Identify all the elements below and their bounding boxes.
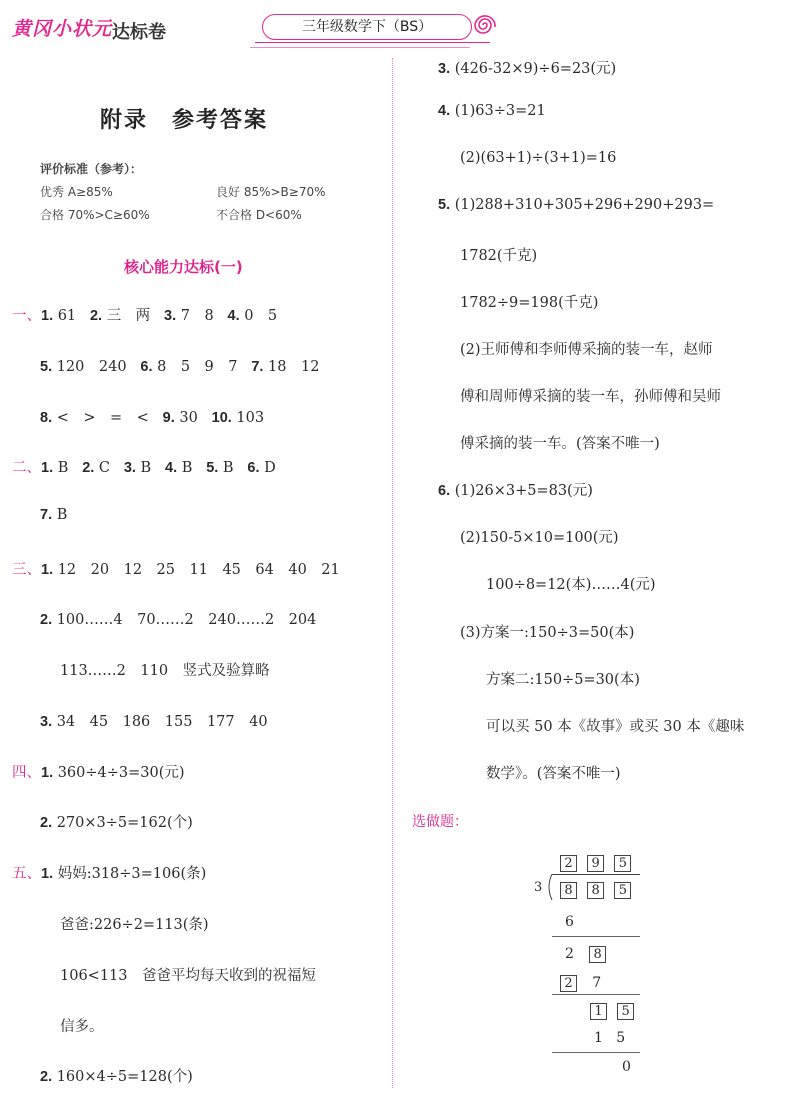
brand-logo: 黄冈小状元 xyxy=(12,18,113,40)
answer-line: 7. B xyxy=(40,507,68,523)
answer-line: (3)方案一:150÷3=50(本) xyxy=(460,625,635,641)
answer-line: 傅和周师傅采摘的装一车，孙师傅和吴师 xyxy=(460,389,721,405)
answer-line: 1782÷9=198(千克) xyxy=(460,295,599,311)
answer-line: 5. 120 240 6. 8 5 9 7 7. 18 12 xyxy=(40,359,320,375)
part-number: 二、 xyxy=(12,460,41,476)
grade-label: 三年级数学下（BS） xyxy=(262,14,472,40)
answer-line: 三、1. 12 20 12 25 11 45 64 40 21 xyxy=(12,562,340,578)
answer-line: 100÷8=12(本)……4(元) xyxy=(486,577,656,593)
division-step: 1 5 xyxy=(594,1030,626,1046)
page-title: 附录 参考答案 xyxy=(100,108,269,133)
quotient: 2 9 5 xyxy=(560,852,631,872)
division-line xyxy=(552,994,640,995)
answer-line: 8. < > = < 9. 30 10. 103 xyxy=(40,410,265,426)
long-division xyxy=(530,852,650,1082)
criteria-heading: 评价标准（参考）： xyxy=(40,162,143,176)
division-line xyxy=(552,936,640,937)
part-number: 四、 xyxy=(12,765,41,781)
dividend: 8 8 5 xyxy=(560,879,631,899)
division-step: 2 8 xyxy=(565,943,606,963)
answer-line: 傅采摘的装一车。(答案不唯一) xyxy=(460,436,660,452)
bracket-icon xyxy=(544,874,554,900)
division-step: 2 7 xyxy=(560,972,601,992)
answer-line: 爸爸:226÷2=113(条) xyxy=(60,917,209,933)
answer-line: 2. 100……4 70……2 240……2 204 xyxy=(40,612,317,628)
division-step: 6 xyxy=(565,914,574,930)
part-number: 三、 xyxy=(12,562,41,578)
division-line xyxy=(552,1052,640,1053)
answer-line: 3. (426-32×9)÷6=23(元) xyxy=(438,61,617,77)
answer-line: 3. 34 45 186 155 177 40 xyxy=(40,714,268,730)
answer-line: 5. (1)288+310+305+296+290+293= xyxy=(438,197,715,213)
answer-line: 四、1. 360÷4÷3=30(元) xyxy=(12,765,185,781)
column-divider xyxy=(392,58,393,1088)
division-bar xyxy=(552,874,640,875)
swirl-icon xyxy=(470,8,500,42)
answer-line: 6. (1)26×3+5=83(元) xyxy=(438,483,593,499)
answer-line: (2)(63+1)÷(3+1)=16 xyxy=(460,150,617,166)
answer-line: (2)王师傅和李师傅采摘的装一车，赵师 xyxy=(460,342,713,358)
answer-line: 方案二:150÷5=30(本) xyxy=(486,672,640,688)
criteria-excellent: 优秀 A≥85% xyxy=(40,185,113,199)
criteria-good: 良好 85%>B≥70% xyxy=(216,185,326,199)
answer-line: 一、1. 61 2. 三 两 3. 7 8 4. 0 5 xyxy=(12,308,278,324)
divisor: 3 xyxy=(534,880,543,895)
answer-line: 2. 270×3÷5=162(个) xyxy=(40,815,193,831)
part-number: 五、 xyxy=(12,866,41,882)
book-subtitle: 达标卷 xyxy=(112,22,166,43)
criteria-fail: 不合格 D<60% xyxy=(216,208,302,222)
header-line xyxy=(250,47,470,48)
answer-line: 二、1. B 2. C 3. B 4. B 5. B 6. D xyxy=(12,460,276,476)
answer-line: 2. 160×4÷5=128(个) xyxy=(40,1069,193,1085)
answer-line: 信多。 xyxy=(60,1019,104,1035)
criteria-pass: 合格 70%>C≥60% xyxy=(40,208,150,222)
answer-line: 4. (1)63÷3=21 xyxy=(438,103,546,119)
answer-line: 可以买 50 本《故事》或买 30 本《趣味 xyxy=(486,719,745,735)
part-number: 一、 xyxy=(12,308,41,324)
optional-heading: 选做题： xyxy=(412,814,468,830)
answer-line: 106<113 爸爸平均每天收到的祝福短 xyxy=(60,968,317,984)
section-title: 核心能力达标(一) xyxy=(124,258,243,276)
answer-line: (2)150-5×10=100(元) xyxy=(460,530,619,546)
answer-line: 1782(千克) xyxy=(460,248,538,264)
header-line xyxy=(255,42,490,43)
answer-line: 113……2 110 竖式及验算略 xyxy=(60,663,270,679)
division-step: 1 5 xyxy=(590,1000,634,1020)
answer-line: 五、1. 妈妈:318÷3=106(条) xyxy=(12,866,207,882)
remainder: 0 xyxy=(622,1059,631,1075)
answer-line: 数学》。(答案不唯一) xyxy=(486,766,621,782)
